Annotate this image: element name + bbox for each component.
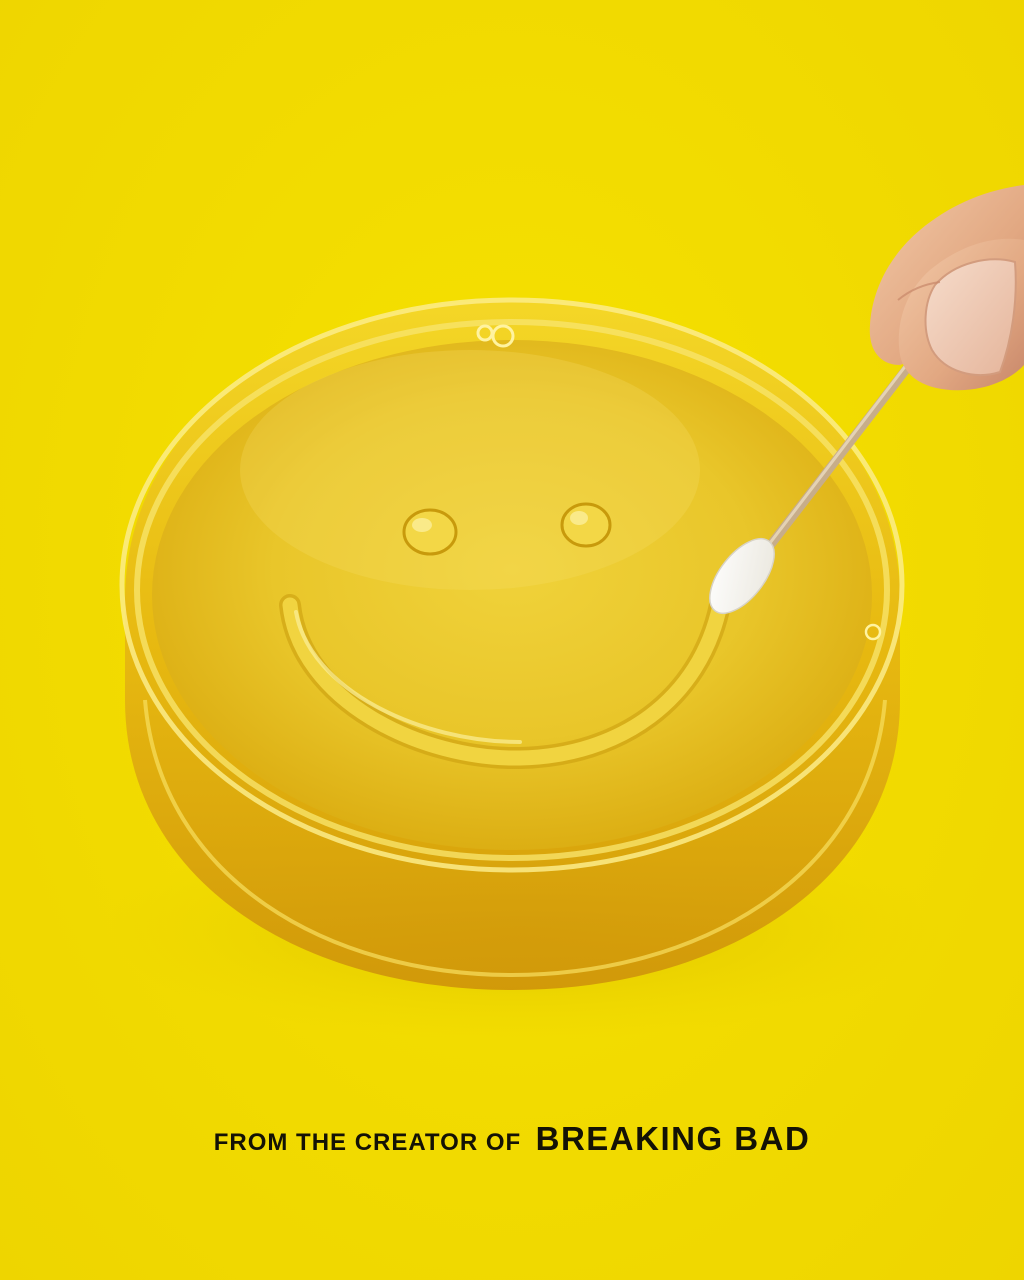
smiley-eye-left (404, 510, 456, 554)
tagline (0, 1120, 1024, 1158)
smiley-eye-left-shine (412, 518, 432, 532)
tagline-prefix: FROM THE CREATOR OF (213, 1129, 522, 1156)
liquid-sheen (240, 350, 700, 590)
smiley-eye-right-shine (570, 511, 588, 525)
tagline-title: BREAKING BAD (535, 1120, 811, 1157)
smiley-eye-right (562, 504, 610, 546)
